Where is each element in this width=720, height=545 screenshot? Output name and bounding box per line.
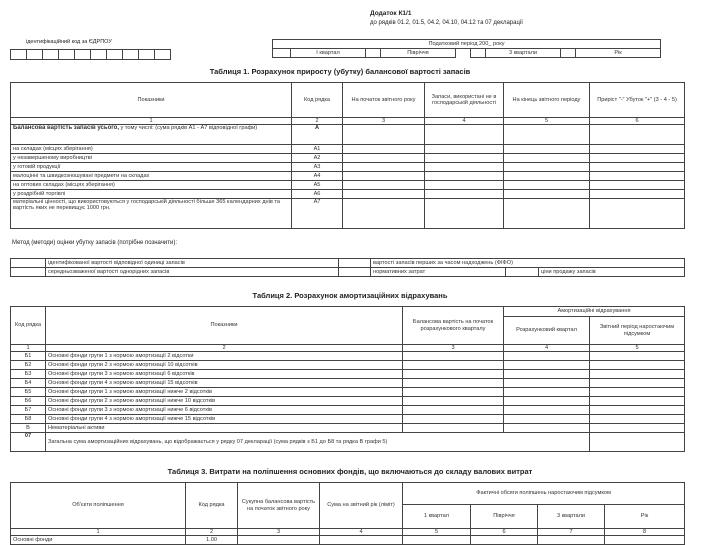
id-code-boxes[interactable] — [10, 47, 170, 65]
cell-input[interactable] — [504, 190, 590, 199]
cell-input[interactable] — [504, 352, 590, 361]
row-label: малоцінні та швидкозношувані предмети на складах — [11, 172, 292, 181]
cell-input[interactable] — [504, 424, 590, 433]
cell-input[interactable] — [504, 125, 590, 145]
cell-input[interactable] — [320, 536, 403, 545]
cell-input[interactable] — [590, 379, 685, 388]
table1 — [10, 82, 685, 229]
table-row — [11, 352, 685, 361]
t3-header: Фактичні обсяги поліпшень наростаючим підсумком — [403, 483, 685, 505]
row-label: Основні фонди групи 3 з нормою амортизації 6 відсотків — [46, 370, 403, 379]
cell-input[interactable] — [425, 172, 504, 181]
row-label: Основні фонди — [11, 536, 186, 545]
t3-colnum: 8 — [605, 529, 685, 536]
t2-colnum: 3 — [403, 345, 504, 352]
table-row — [11, 379, 685, 388]
table-row — [11, 370, 685, 379]
t1-header: Запаси, використані не в господарській діяльності — [425, 83, 504, 118]
cell-input[interactable] — [343, 145, 425, 154]
t2-colnum: 2 — [46, 345, 403, 352]
cell-input[interactable] — [504, 406, 590, 415]
id-code-label: ідентифікаційний код за ЄДРПОУ — [26, 39, 112, 45]
t1-header: На кінець звітного періоду — [504, 83, 590, 118]
cell-input[interactable] — [425, 145, 504, 154]
t3-header: 1 квартал — [403, 505, 471, 529]
cell-input[interactable] — [425, 125, 504, 145]
cell-input[interactable] — [590, 361, 685, 370]
cell-input[interactable] — [403, 406, 504, 415]
row-code: Б5 — [11, 388, 46, 397]
row-label: Загальна сума амортизаційних відрахувань, що відображається у рядку 07 декларації (сума рядків з Б1 до Б8 та рядка В графи 5) — [46, 433, 590, 452]
method-option: середньозваженої вартості однорідних запасів — [46, 268, 339, 277]
cell-input[interactable] — [590, 370, 685, 379]
row-code: Б8 — [11, 415, 46, 424]
cell-input[interactable] — [403, 370, 504, 379]
cell-input[interactable] — [504, 388, 590, 397]
row-label: у роздрібній торгівлі — [11, 190, 292, 199]
row-label: Основні фонди групи 4 з нормою амортизації 15 відсотків — [46, 379, 403, 388]
table2-title: Таблиця 2. Розрахунок амортизаційних відрахувань — [252, 291, 448, 300]
t1-header: На початок звітного року — [343, 83, 425, 118]
table3 — [10, 482, 685, 545]
t3-header: Сукупна балансова вартість на початок звітного року — [238, 483, 320, 529]
row-code: Б4 — [11, 379, 46, 388]
cell-input[interactable] — [343, 199, 425, 229]
row-code: А2 — [292, 154, 343, 163]
cell-input[interactable] — [590, 352, 685, 361]
row-code: Б7 — [11, 406, 46, 415]
period-q1: I квартал — [291, 49, 366, 58]
period-checkbox-q1[interactable] — [273, 49, 291, 58]
cell-input[interactable] — [504, 181, 590, 190]
method-option: нормативних затрат — [371, 268, 506, 277]
method-table — [10, 258, 685, 277]
t3-header: Рік — [605, 505, 685, 529]
cell-input[interactable] — [504, 361, 590, 370]
cell-input[interactable] — [403, 536, 471, 545]
method-checkbox[interactable] — [339, 259, 371, 268]
row-label: у готовій продукції — [11, 163, 292, 172]
method-checkbox[interactable] — [11, 259, 46, 268]
row-code: 1.00 — [186, 536, 238, 545]
t3-colnum: 1 — [11, 529, 186, 536]
table-row — [11, 145, 685, 154]
period-checkbox-q3[interactable] — [471, 49, 486, 58]
row-label: на складах (місцях зберігання) — [11, 145, 292, 154]
cell-input[interactable] — [504, 172, 590, 181]
t3-colnum: 7 — [538, 529, 605, 536]
row-code: А5 — [292, 181, 343, 190]
t3-colnum: 6 — [471, 529, 538, 536]
period-q3: 3 квартали — [486, 49, 561, 58]
t1-colnum: 3 — [343, 118, 425, 125]
table-row — [11, 199, 685, 229]
cell-input[interactable] — [590, 172, 685, 181]
method-option: ціни продажу запасів — [539, 268, 685, 277]
cell-input[interactable] — [590, 125, 685, 145]
appendix-title: Додаток К1/1 — [370, 10, 412, 17]
row-label-bold: Балансова вартість запасів усього, — [13, 125, 119, 132]
cell-input[interactable] — [403, 388, 504, 397]
table-row — [11, 536, 685, 545]
t3-colnum: 4 — [320, 529, 403, 536]
t2-header: Звітний період наростаючим підсумком — [590, 317, 685, 345]
table-row — [11, 172, 685, 181]
row-label: Основні фонди групи 1 з нормою амортизації 2 відсотки — [46, 352, 403, 361]
t2-header: Розрахунковий квартал — [504, 317, 590, 345]
cell-input[interactable] — [590, 145, 685, 154]
t1-colnum: 6 — [590, 118, 685, 125]
table3-title: Таблиця 3. Витрати на поліпшення основних фондів, що включаються до складу валових витрат — [167, 467, 533, 476]
table-row — [11, 181, 685, 190]
row-label: Основні фонди групи 3 з нормою амортизації нижче 6 відсотків — [46, 406, 403, 415]
row-code: А3 — [292, 163, 343, 172]
cell-input[interactable] — [471, 536, 538, 545]
cell-input[interactable] — [590, 388, 685, 397]
cell-input[interactable] — [590, 163, 685, 172]
t3-header: Код рядка — [186, 483, 238, 529]
t1-header: Код рядка — [292, 83, 343, 118]
row-code: 07 — [11, 433, 46, 452]
cell-input[interactable] — [590, 190, 685, 199]
cell-input[interactable] — [403, 361, 504, 370]
table2 — [10, 306, 685, 452]
cell-input[interactable] — [343, 190, 425, 199]
period-title: Податковий період 200_ року — [273, 40, 661, 49]
row-label: у незавершеному виробництві — [11, 154, 292, 163]
t2-header: Код рядка — [11, 307, 46, 345]
row-code: А6 — [292, 190, 343, 199]
t1-header: Приріст "-" Убуток "+" (3 - 4 - 5) — [590, 83, 685, 118]
row-code: А4 — [292, 172, 343, 181]
period-year: Рік — [576, 49, 661, 58]
row-code: Б1 — [11, 352, 46, 361]
row-label: Основні фонди групи 1 з нормою амортизації нижче 2 відсотків — [46, 388, 403, 397]
table-row — [11, 125, 685, 145]
cell-input[interactable] — [504, 154, 590, 163]
t2-colnum: 1 — [11, 345, 46, 352]
cell-input[interactable] — [425, 163, 504, 172]
row-label: Основні фонди групи 2 з нормою амортизації 10 відсотків — [46, 361, 403, 370]
row-code: Б6 — [11, 397, 46, 406]
table-row — [11, 154, 685, 163]
period-checkbox-year[interactable] — [561, 49, 576, 58]
tax-period-box — [272, 39, 661, 58]
cell-input[interactable] — [590, 154, 685, 163]
cell-input[interactable] — [403, 415, 504, 424]
cell-input[interactable] — [504, 199, 590, 229]
period-half: Півріччя — [381, 49, 456, 58]
cell-input[interactable] — [343, 181, 425, 190]
method-checkbox[interactable] — [11, 268, 46, 277]
method-option: ідентифікованої вартості відповідної одиниці запасів — [46, 259, 339, 268]
table-row — [11, 163, 685, 172]
cell-input[interactable] — [504, 145, 590, 154]
row-label: Основні фонди групи 4 з нормою амортизації нижче 15 відсотків — [46, 415, 403, 424]
cell-input[interactable] — [238, 536, 320, 545]
t3-colnum: 2 — [186, 529, 238, 536]
table-row-total — [11, 433, 685, 452]
cell-input[interactable] — [403, 397, 504, 406]
t2-header: Показники — [46, 307, 403, 345]
cell-input[interactable] — [590, 181, 685, 190]
table-row — [11, 388, 685, 397]
row-code: Б2 — [11, 361, 46, 370]
method-checkbox[interactable] — [339, 268, 371, 277]
t1-colnum: 5 — [504, 118, 590, 125]
method-option: вартості запасів перших за часом надходжень (ФІФО) — [371, 259, 685, 268]
table-row — [11, 415, 685, 424]
cell-input[interactable] — [590, 433, 685, 452]
t3-header: Об'єкти поліпшення — [11, 483, 186, 529]
table-row — [11, 424, 685, 433]
t1-colnum: 4 — [425, 118, 504, 125]
row-code: А7 — [292, 199, 343, 229]
cell-input[interactable] — [504, 370, 590, 379]
cell-input[interactable] — [504, 397, 590, 406]
cell-input[interactable] — [504, 163, 590, 172]
t3-header: Сума на звітний рік (ліміт) — [320, 483, 403, 529]
cell-input[interactable] — [590, 406, 685, 415]
cell-input[interactable] — [403, 379, 504, 388]
method-label: Метод (методи) оцінки убутку запасів (потрібне позначити): — [12, 240, 177, 246]
cell-input[interactable] — [403, 424, 504, 433]
cell-input[interactable] — [425, 199, 504, 229]
cell-input[interactable] — [403, 352, 504, 361]
t1-colnum: 1 — [11, 118, 292, 125]
row-label: у тому числі: (сума рядків А1 - А7 відповідної графи) — [119, 125, 258, 132]
cell-input[interactable] — [590, 424, 685, 433]
method-checkbox[interactable] — [506, 268, 539, 277]
cell-input[interactable] — [343, 172, 425, 181]
t2-colnum: 4 — [504, 345, 590, 352]
appendix-subtitle: до рядків 01.2, 01.5, 04.2, 04.10, 04.12 та 07 декларації — [370, 20, 523, 26]
row-label: Нематеріальні активи — [46, 424, 403, 433]
t2-header: Амортизаційні відрахування — [504, 307, 685, 317]
cell-input[interactable] — [425, 154, 504, 163]
row-label: матеріальні цінності, що використовуються у господарській діяльності більше 365 календарних днів та вартість яких не перевищує 1000 грн. — [11, 199, 292, 229]
row-code: А — [292, 125, 343, 145]
cell-input[interactable] — [343, 125, 425, 145]
t2-header: Балансова вартість на початок розрахункового кварталу — [403, 307, 504, 345]
t1-colnum: 2 — [292, 118, 343, 125]
cell-input[interactable] — [425, 181, 504, 190]
cell-input[interactable] — [590, 415, 685, 424]
cell-input[interactable] — [590, 397, 685, 406]
cell-input[interactable] — [343, 163, 425, 172]
cell-input[interactable] — [538, 536, 605, 545]
cell-input[interactable] — [504, 415, 590, 424]
table-row — [11, 397, 685, 406]
t3-header: 3 квартали — [538, 505, 605, 529]
table1-title: Таблиця 1. Розрахунок приросту (убутку) балансової вартості запасів — [209, 67, 471, 76]
t1-header: Показники — [11, 83, 292, 118]
period-checkbox-half[interactable] — [366, 49, 381, 58]
table-row — [11, 361, 685, 370]
row-code: В — [11, 424, 46, 433]
t3-header: Півріччя — [471, 505, 538, 529]
row-label: Основні фонди групи 2 з нормою амортизації нижче 10 відсотків — [46, 397, 403, 406]
t3-colnum: 5 — [403, 529, 471, 536]
t2-colnum: 5 — [590, 345, 685, 352]
cell-input[interactable] — [343, 154, 425, 163]
cell-input[interactable] — [425, 190, 504, 199]
t3-colnum: 3 — [238, 529, 320, 536]
row-code: Б3 — [11, 370, 46, 379]
cell-input[interactable] — [605, 536, 685, 545]
table-row — [11, 406, 685, 415]
cell-input[interactable] — [590, 199, 685, 229]
table-row — [11, 190, 685, 199]
row-code: А1 — [292, 145, 343, 154]
row-label: на оптових складах (місцях зберігання) — [11, 181, 292, 190]
cell-input[interactable] — [504, 379, 590, 388]
